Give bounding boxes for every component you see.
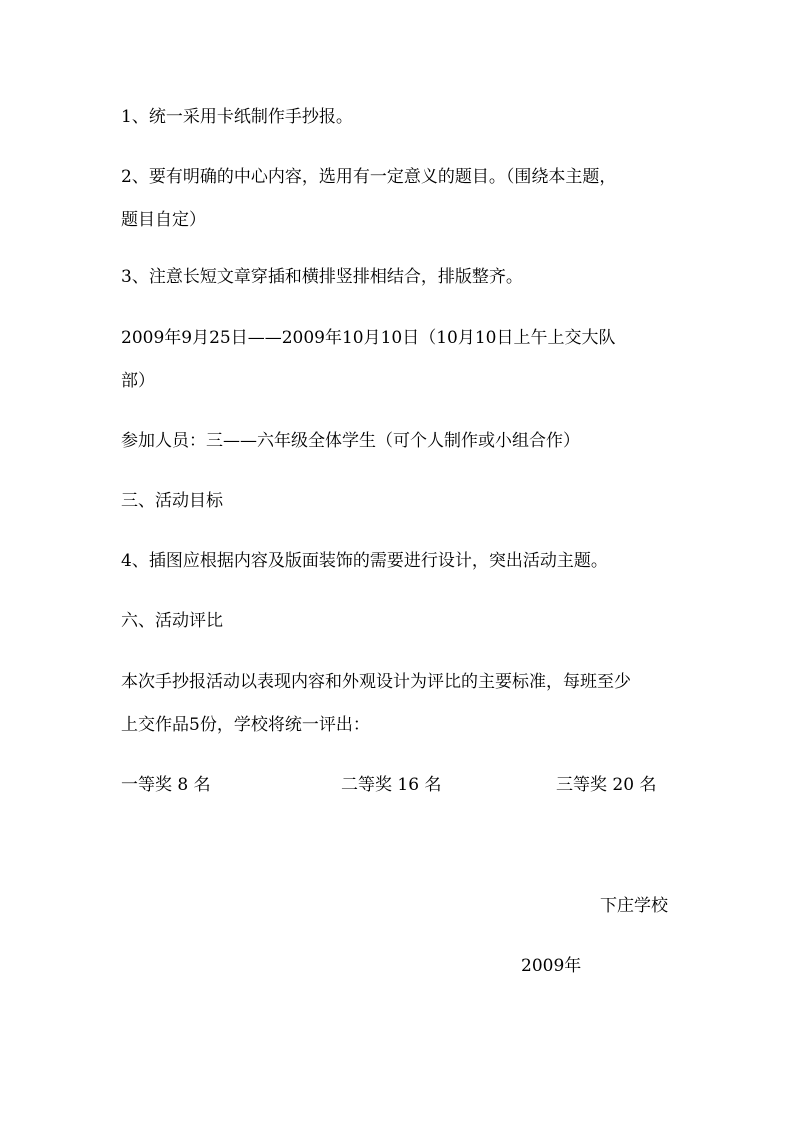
award-first: 一等奖 8 名 bbox=[121, 775, 211, 795]
award-third: 三等奖 20 名 bbox=[556, 775, 657, 795]
text-line: 1、统一采用卡纸制作手抄报。 bbox=[121, 107, 353, 127]
section-heading: 三、活动目标 bbox=[121, 491, 223, 511]
text-line: 本次手抄报活动以表现内容和外观设计为评比的主要标准，每班至少 bbox=[121, 672, 631, 692]
awards-row bbox=[121, 774, 681, 796]
text-line: 2、要有明确的中心内容，选用有一定意义的题目。（围绕本主题， bbox=[121, 167, 617, 187]
text-line: 上交作品5份，学校将统一评出： bbox=[121, 715, 370, 735]
signature-date: 2009年 bbox=[521, 956, 582, 976]
text-line: 参加人员：三——六年级全体学生（可个人制作或小组合作） bbox=[121, 431, 580, 451]
award-second: 二等奖 16 名 bbox=[341, 775, 442, 795]
school-signature: 下庄学校 bbox=[600, 896, 668, 916]
text-line: 4、插图应根据内容及版面装饰的需要进行设计，突出活动主题。 bbox=[121, 551, 608, 571]
text-line: 3、注意长短文章穿插和横排竖排相结合，排版整齐。 bbox=[121, 267, 523, 287]
text-line: 2009年9月25日——2009年10月10日（10月10日上午上交大队 bbox=[121, 328, 616, 348]
section-heading: 六、活动评比 bbox=[121, 611, 223, 631]
text-line: 题目自定） bbox=[121, 210, 206, 230]
text-line: 部） bbox=[121, 371, 155, 391]
